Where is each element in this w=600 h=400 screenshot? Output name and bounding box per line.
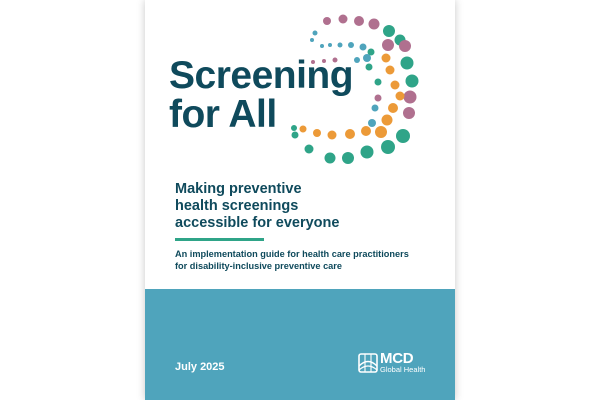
spiral-dot: [381, 140, 395, 154]
cover-subtitle-line-3: accessible for everyone: [175, 215, 340, 231]
cover-title: [169, 56, 369, 134]
spiral-dot: [375, 95, 382, 102]
spiral-dot: [339, 15, 348, 24]
spiral-dot: [388, 103, 398, 113]
spiral-dot: [396, 129, 410, 143]
cover-subtitle-line-2: health screenings: [175, 198, 299, 214]
spiral-dot: [368, 119, 376, 127]
spiral-dot: [406, 75, 419, 88]
spiral-dot: [375, 79, 382, 86]
spiral-dot: [382, 115, 393, 126]
spiral-dot: [382, 54, 391, 63]
spiral-dot: [382, 39, 394, 51]
spiral-dot: [386, 66, 395, 75]
spiral-dot: [328, 43, 332, 47]
mcd-global-health-logo: [358, 351, 428, 377]
spiral-dot: [401, 57, 414, 70]
spiral-dot: [396, 92, 405, 101]
spiral-dot: [372, 105, 379, 112]
spiral-dot: [338, 43, 343, 48]
spiral-dot: [325, 153, 336, 164]
spiral-dot: [360, 44, 367, 51]
accent-divider: [175, 238, 264, 241]
spiral-dot: [313, 31, 318, 36]
cover-description-line-2: for disability-inclusive preventive care: [175, 261, 342, 271]
spiral-dot: [403, 107, 415, 119]
cover-subtitle-line-1: Making preventive: [175, 181, 302, 197]
spiral-dot: [399, 40, 411, 52]
logo-subtitle: Global Health: [380, 365, 426, 374]
publication-date: July 2025: [175, 361, 225, 373]
spiral-dot: [320, 44, 324, 48]
cover-description-line-1: An implementation guide for health care practitioners: [175, 249, 409, 259]
spiral-dot: [361, 146, 374, 159]
cover-footer-band: [145, 289, 455, 400]
cover-title-line-1: Screening: [169, 54, 354, 97]
cover-subtitle: [175, 181, 395, 232]
spiral-dot: [375, 126, 387, 138]
spiral-dot: [305, 145, 314, 154]
spiral-dot: [404, 91, 417, 104]
report-cover: [145, 0, 455, 400]
spiral-dot: [310, 38, 314, 42]
logo-name: MCD: [380, 350, 414, 367]
globe-icon: [358, 353, 378, 373]
spiral-dot: [342, 152, 354, 164]
spiral-dot: [369, 19, 380, 30]
spiral-dot: [391, 81, 400, 90]
spiral-dot: [383, 25, 395, 37]
spiral-dot: [354, 16, 364, 26]
spiral-dot: [348, 42, 354, 48]
cover-description: [175, 248, 445, 272]
spiral-dot: [323, 17, 331, 25]
cover-title-line-2: for All: [169, 93, 277, 136]
